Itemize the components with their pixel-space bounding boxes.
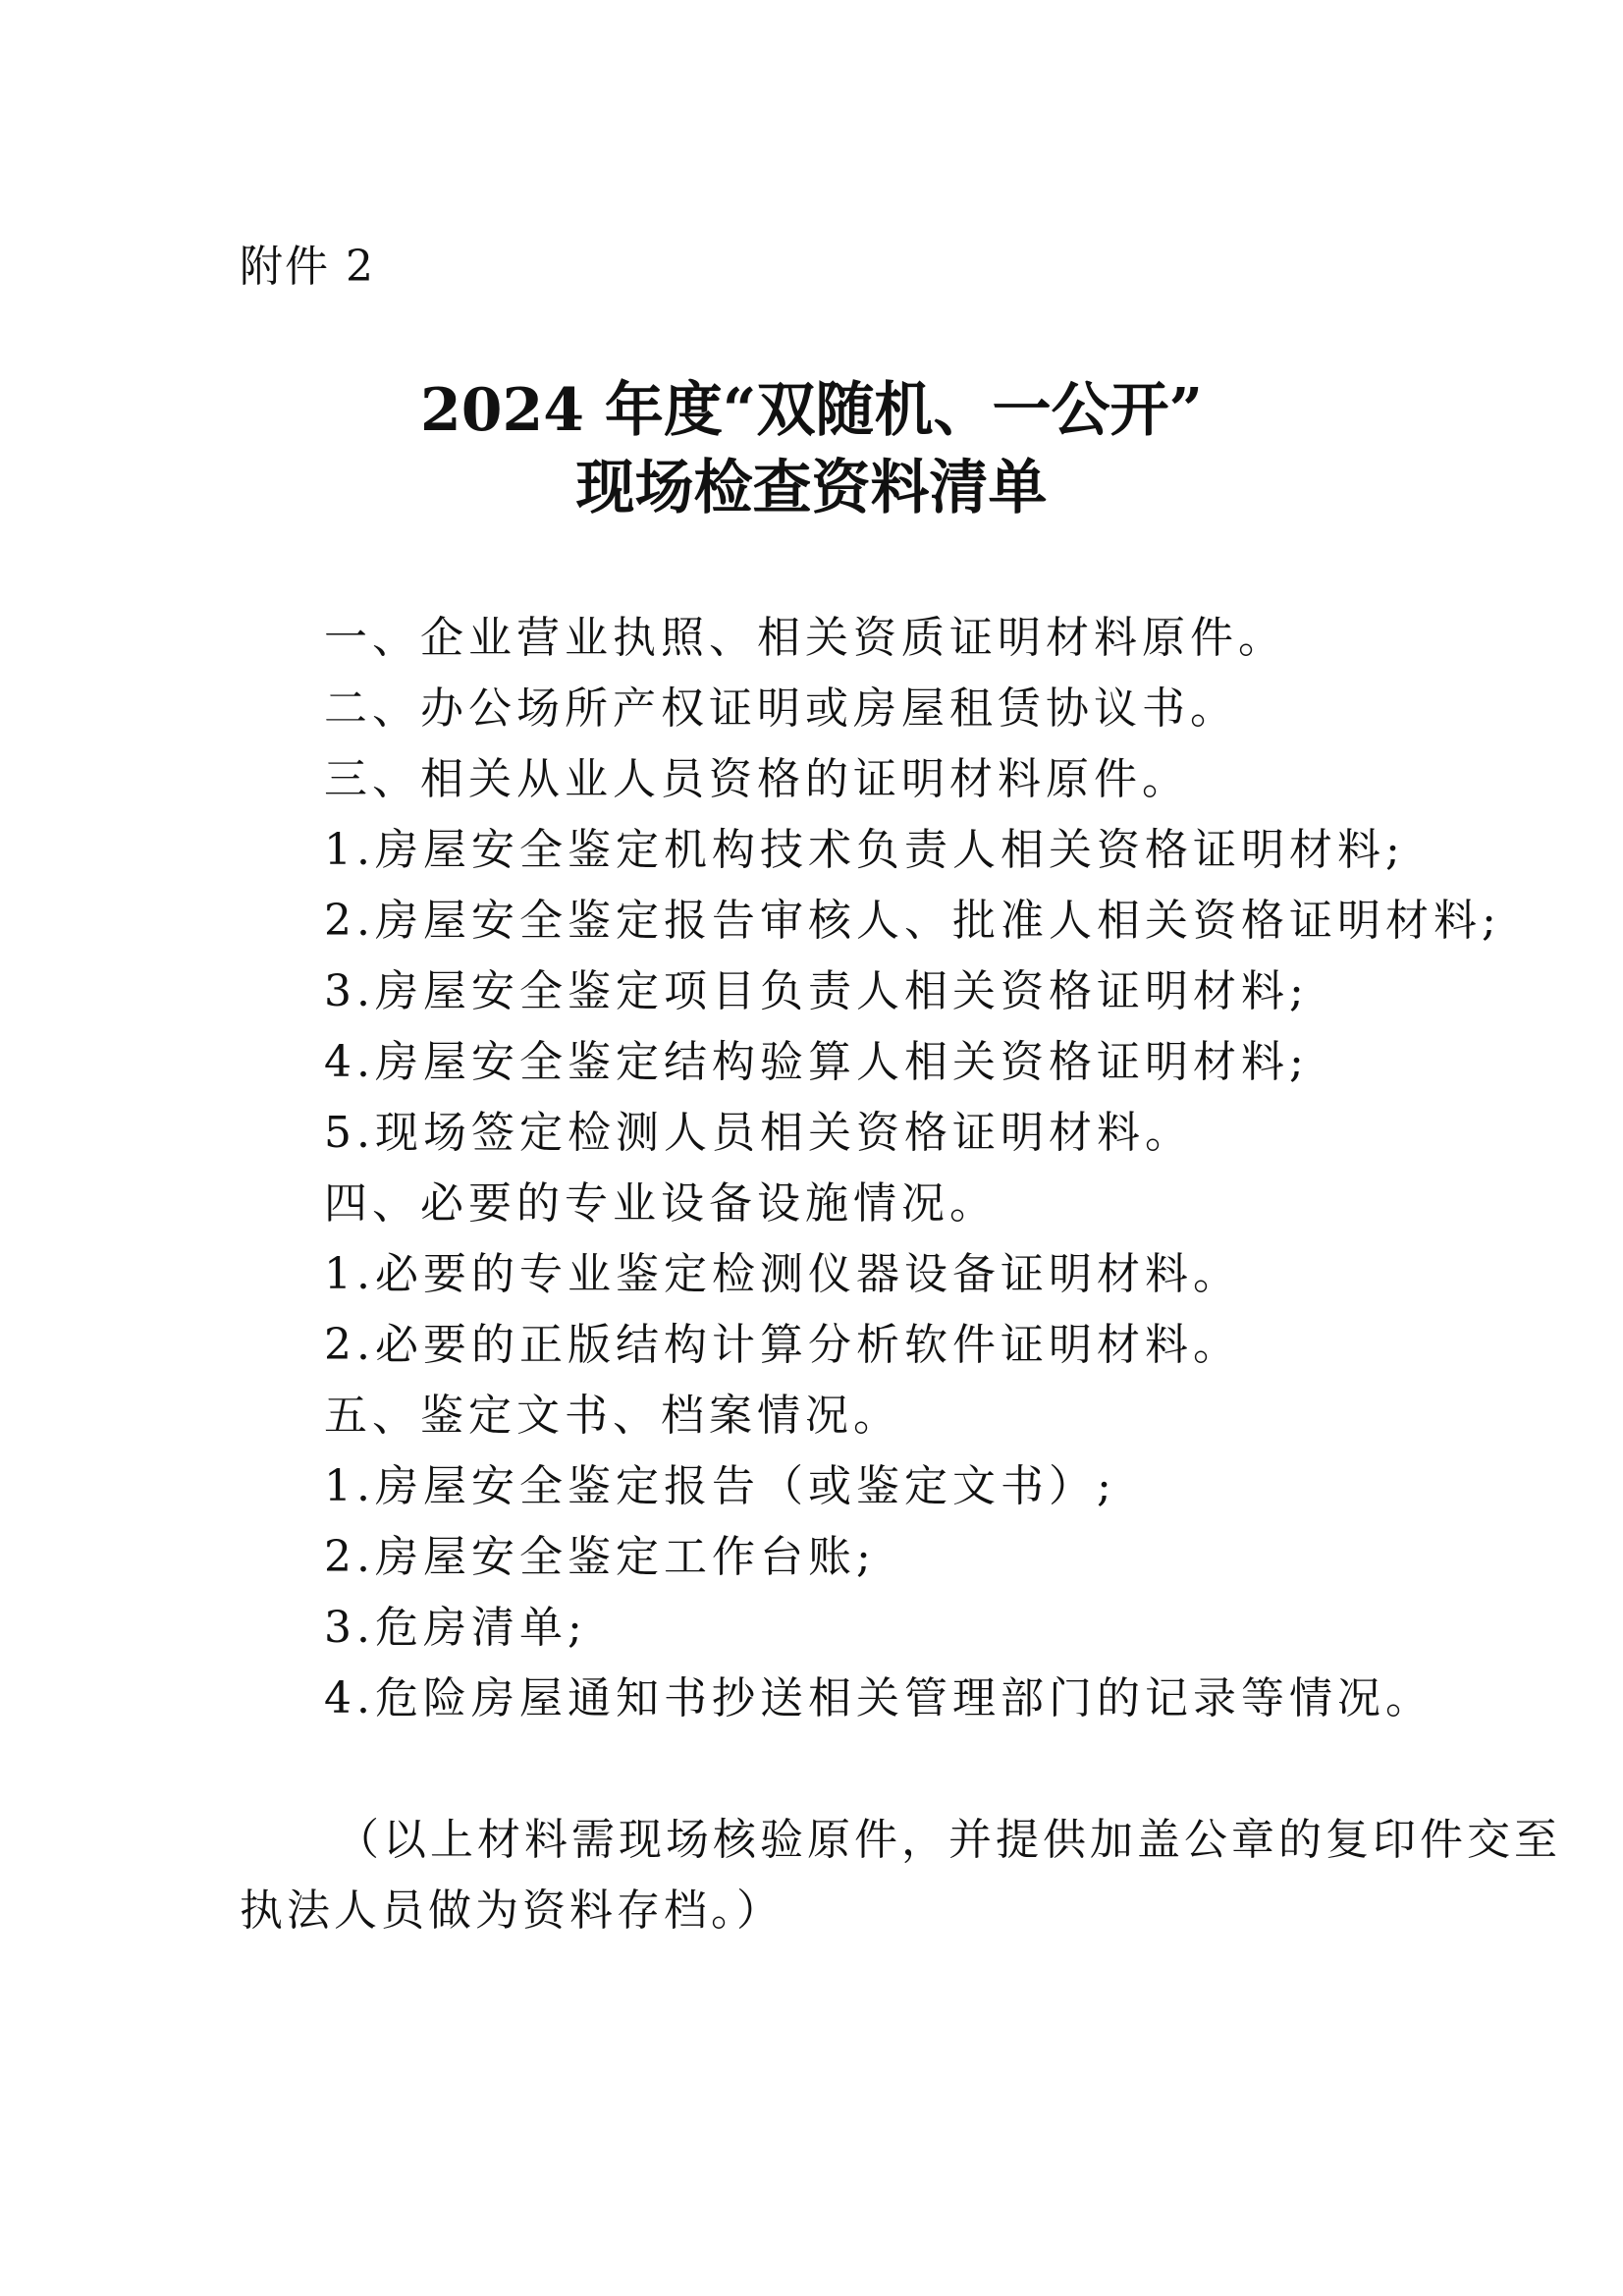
checklist-item: 2.房屋安全鉴定报告审核人、批准人相关资格证明材料; (324, 896, 1501, 946)
checklist-item: 3.危房清单; (324, 1603, 587, 1653)
checklist-item: 1.房屋安全鉴定报告（或鉴定文书）; (324, 1461, 1116, 1511)
checklist-item: 一、企业营业执照、相关资质证明材料原件。 (324, 613, 1286, 663)
checklist-item: 3.房屋安全鉴定项目负责人相关资格证明材料; (324, 966, 1309, 1016)
checklist-item: 二、办公场所产权证明或房屋租赁协议书。 (324, 683, 1238, 734)
checklist-item: 四、必要的专业设备设施情况。 (324, 1178, 998, 1229)
note-line-1: （以上材料需现场核验原件，并提供加盖公章的复印件交至 (336, 1815, 1561, 1865)
note-line-2: 执法人员做为资料存档。） (240, 1886, 784, 1936)
checklist-item: 2.房屋安全鉴定工作台账; (324, 1532, 876, 1582)
checklist-item: 1.必要的专业鉴定检测仪器设备证明材料。 (324, 1249, 1241, 1299)
document-title-line-1: 2024 年度“双随机、一公开” (420, 376, 1203, 445)
checklist-item: 1.房屋安全鉴定机构技术负责人相关资格证明材料; (324, 825, 1405, 875)
checklist (324, 603, 1501, 1734)
checklist-item: 5.现场签定检测人员相关资格证明材料。 (324, 1108, 1193, 1158)
checklist-item: 五、鉴定文书、档案情况。 (324, 1391, 901, 1441)
checklist-item: 2.必要的正版结构计算分析软件证明材料。 (324, 1320, 1241, 1370)
attachment-label: 附件 2 (240, 242, 375, 292)
checklist-item: 4.危险房屋通知书抄送相关管理部门的记录等情况。 (324, 1673, 1434, 1723)
checklist-item: 三、相关从业人员资格的证明材料原件。 (324, 754, 1190, 804)
checklist-item: 4.房屋安全鉴定结构验算人相关资格证明材料; (324, 1037, 1309, 1087)
document-title-line-2: 现场检查资料清单 (575, 454, 1048, 522)
